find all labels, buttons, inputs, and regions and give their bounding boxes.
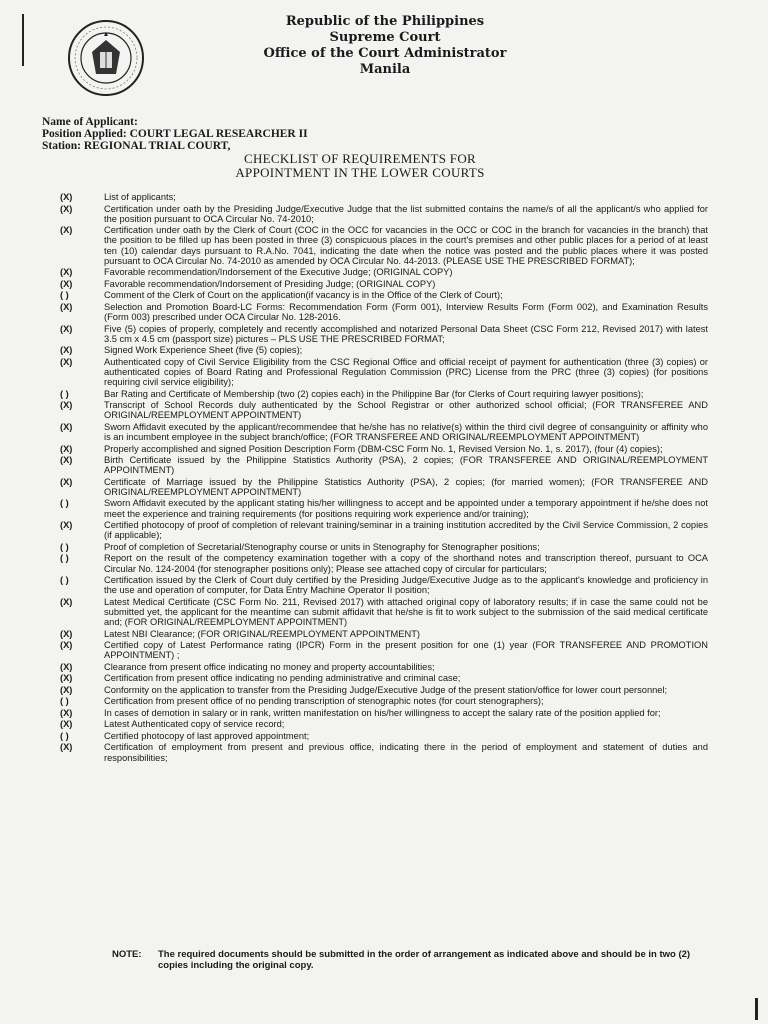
- requirement-item: [60, 662, 708, 672]
- check-mark: ( ): [60, 388, 69, 399]
- requirement-item: [60, 640, 708, 660]
- requirement-item: [60, 400, 708, 420]
- requirement-item: [60, 542, 708, 552]
- check-mark: (X): [60, 278, 73, 289]
- requirement-text: Latest NBI Clearance; (FOR ORIGINAL/REEMPLOYMENT APPOINTMENT): [104, 628, 420, 639]
- requirement-item: [60, 267, 708, 277]
- header-office: Office of the Court Administrator: [263, 46, 507, 61]
- checklist-title: [180, 152, 540, 180]
- check-mark: (X): [60, 421, 73, 432]
- requirement-item: [60, 455, 708, 475]
- check-mark: (X): [60, 640, 73, 651]
- requirement-item: [60, 553, 708, 573]
- check-mark: (X): [60, 323, 73, 334]
- note-block: [112, 949, 722, 971]
- requirement-text: Favorable recommendation/Indorsement of the Executive Judge; (ORIGINAL COPY): [104, 267, 453, 278]
- note-text: The required documents should be submitted in the order of arrangement as indicated above and should be in two (2) copies including the original copy.: [158, 949, 691, 971]
- check-mark: (X): [60, 301, 73, 312]
- requirement-text: Authenticated copy of Civil Service Eligibility from the CSC Regional Office and official receipt of payment for authentication (three (3) copies) or authenticated copies of Board Rating and Professional Regulation Commission (PRC) License from the PRC (three (3) copies) (for positions requiring civil service eligibility);: [104, 356, 708, 388]
- station-label: Station:: [42, 140, 81, 152]
- position-value: COURT LEGAL RESEARCHER II: [129, 128, 308, 140]
- requirement-text: List of applicants;: [104, 192, 176, 202]
- requirement-text: Birth Certificate issued by the Philippine Statistics Authority (PSA), 2 copies; (FOR TRANSFEREE AND ORIGINAL/REEMPLOYMENT APPOINTMENT): [104, 455, 708, 476]
- requirement-item: [60, 708, 708, 718]
- requirement-text: Selection and Promotion Board-LC Forms: Recommendation Form (Form 001), Interview Results Form (Form 002), and Examination Results (Form 003) prescribed under OCA Circular No. 128-2016.: [104, 301, 708, 323]
- requirement-item: [60, 575, 708, 595]
- requirement-text: Bar Rating and Certificate of Membership (two (2) copies each) in the Philippine Bar (for Clerks of Court requiring lawyer positions);: [104, 388, 644, 399]
- requirement-item: [60, 389, 708, 399]
- check-mark: (X): [60, 203, 73, 214]
- check-mark: ( ): [60, 290, 69, 301]
- name-of-applicant-line: [42, 116, 308, 128]
- requirement-text: Latest Authenticated copy of service record;: [104, 719, 285, 730]
- requirement-item: [60, 422, 708, 442]
- check-mark: (X): [60, 476, 73, 487]
- requirement-item: [60, 696, 708, 706]
- requirement-item: [60, 279, 708, 289]
- requirement-item: [60, 520, 708, 540]
- station-value: REGIONAL TRIAL COURT,: [83, 140, 231, 152]
- requirement-text: Certified photocopy of last approved appointment;: [104, 730, 310, 741]
- court-seal-logo: [66, 18, 146, 98]
- requirement-text: Latest Medical Certificate (CSC Form No. 211, Revised 2017) with attached original copy of laboratory results; if in case the same could not be submitted yet, the applicant for the meantime can submit affidavit that he/she is fit to work subject to the submission of the said medical certificate and; (FOR ORIGINAL/REEMPLOYMENT APPOINTMENT): [104, 596, 708, 628]
- requirement-item: [60, 629, 708, 639]
- requirement-text: Report on the result of the competency examination together with a copy of the shorthand notes and transcription thereof, pursuant to OCA Circular No. 124-2004 (for stenographer positions only); Please see attached copy of circular for particulars;: [104, 553, 708, 574]
- requirement-item: [60, 673, 708, 683]
- check-mark: (X): [60, 661, 73, 672]
- requirement-text: Five (5) copies of properly, completely and recently accomplished and notarized Personal Data Sheet (CSC Form 212, Revised 2017) with latest 3.5 cm x 4.5 cm (passport size) pictures – PLS USE THE PRESCRIBED FORMAT;: [104, 323, 708, 344]
- check-mark: (X): [60, 225, 73, 236]
- check-mark: (X): [60, 267, 73, 278]
- position-line: [42, 128, 308, 140]
- requirement-text: Certificate of Marriage issued by the Philippine Statistics Authority (PSA), 2 copies; (for married women); (FOR TRANSFEREE AND ORIGINAL/REEMPLOYMENT APPOINTMENT): [104, 476, 708, 497]
- requirement-item: [60, 302, 708, 322]
- check-mark: (X): [60, 707, 73, 718]
- requirement-text: Comment of the Clerk of Court on the application(if vacancy is in the Office of the Clerk of Court);: [104, 290, 503, 301]
- check-mark: ( ): [60, 498, 69, 509]
- requirement-item: [60, 498, 708, 518]
- requirement-item: [60, 192, 708, 202]
- check-mark: ( ): [60, 696, 69, 707]
- check-mark: (X): [60, 719, 73, 730]
- requirement-text: Certified photocopy of proof of completion of relevant training/seminar in a training institution accredited by the Civil Service Commission, 2 copies (if applicable);: [104, 520, 708, 541]
- requirements-list: [60, 192, 708, 764]
- requirement-item: [60, 345, 708, 355]
- requirement-text: Certification under oath by the Clerk of Court (COC in the OCC for vacancies in the OCC or COC in the branch for vacancies in the branch) that the position to be filled up has been posted in three (3) conspicuous places in the court's premises and other public places for a period of at least ten (10) calendar days pursuant to R.A.No. 7041, indicating the date when the notice was posted and the public places where it was posted pursuant to OCA Circular No. 74-2010 as amended by OCA Circular No. 44-2013. (PLEASE USE THE PRESCRIBED FORMAT);: [104, 225, 708, 266]
- requirement-item: [60, 685, 708, 695]
- name-label: Name of Applicant:: [42, 116, 138, 128]
- requirement-text: Proof of completion of Secretarial/Stenography course or units in Stenography for Stenographer positions;: [104, 541, 540, 552]
- requirement-text: Favorable recommendation/Indorsement of Presiding Judge; (ORIGINAL COPY): [104, 278, 436, 289]
- requirement-text: Sworn Affidavit executed by the applicant/recommendee that he/she has no relative(s) within the third civil degree of consanguinity or affinity who is an incumbent employee in the subject branch/office; (FOR TRANSFEREE AND ORIGINAL/REEMPLOYMENT APPOINTMENT): [104, 421, 708, 443]
- requirement-text: Properly accomplished and signed Position Description Form (DBM-CSC Form No. 1, Revised Version No. 1, s. 2017), (four (4) copies);: [104, 443, 663, 454]
- position-label: Position Applied:: [42, 128, 127, 140]
- requirement-text: Signed Work Experience Sheet (five (5) copies);: [104, 345, 303, 356]
- requirement-text: Certification of employment from present and previous office, indicating there in the period of employment and statement of duties and responsibilities;: [104, 742, 708, 763]
- requirement-item: [60, 225, 708, 266]
- check-mark: ( ): [60, 553, 69, 564]
- check-mark: (X): [60, 345, 73, 356]
- check-mark: (X): [60, 596, 73, 607]
- check-mark: (X): [60, 673, 73, 684]
- requirement-item: [60, 731, 708, 741]
- requirement-item: [60, 444, 708, 454]
- requirement-item: [60, 719, 708, 729]
- check-mark: (X): [60, 742, 73, 753]
- requirement-item: [60, 290, 708, 300]
- requirement-item: [60, 597, 708, 628]
- requirement-text: Certified copy of Latest Performance rating (IPCR) Form in the present position for one (1) year (FOR TRANSFEREE AND PROMOTION APPOINTMENT) ;: [104, 640, 708, 661]
- check-mark: (X): [60, 192, 73, 202]
- check-mark: ( ): [60, 730, 69, 741]
- requirement-item: [60, 357, 708, 388]
- title-line-2: APPOINTMENT IN THE LOWER COURTS: [235, 165, 485, 180]
- check-mark: ( ): [60, 541, 69, 552]
- requirement-item: [60, 324, 708, 344]
- requirement-item: [60, 204, 708, 224]
- requirement-text: Certification under oath by the Presiding Judge/Executive Judge that the list submitted contains the name/s of all the applicant/s who applied for the position pursuant to OCA Circular No. 74-2010;: [104, 203, 708, 224]
- check-mark: (X): [60, 400, 73, 411]
- check-mark: (X): [60, 684, 73, 695]
- note-label: NOTE:: [112, 949, 142, 960]
- margin-mark: [22, 14, 24, 66]
- check-mark: (X): [60, 628, 73, 639]
- check-mark: (X): [60, 455, 73, 466]
- requirement-text: Certification from present office of no pending transcription of stenographic notes (for court stenographers);: [104, 696, 544, 707]
- requirement-text: Conformity on the application to transfer from the Presiding Judge/Executive Judge of the present station/office for lower court personnel;: [104, 684, 668, 695]
- check-mark: (X): [60, 356, 73, 367]
- requirement-text: Clearance from present office indicating no money and property accountabilities;: [104, 661, 435, 672]
- document-header: [220, 14, 550, 78]
- title-line-1: CHECKLIST OF REQUIREMENTS FOR: [243, 151, 476, 166]
- requirement-text: Certification from present office indicating no pending administrative and criminal case;: [104, 673, 461, 684]
- page-edge-mark: [755, 998, 758, 1020]
- requirement-text: In cases of demotion in salary or in rank, written manifestation on his/her willingness to accept the salary rate of the position applied for;: [104, 707, 661, 718]
- requirement-text: Transcript of School Records duly authenticated by the School Registrar or other authorized school official; (FOR TRANSFEREE AND ORIGINAL/REEMPLOYMENT APPOINTMENT): [104, 400, 708, 421]
- check-mark: (X): [60, 443, 73, 454]
- requirement-text: Certification issued by the Clerk of Court duly certified by the Presiding Judge/Executive Judge as to the applicant's knowledge and proficiency in the use and operation of computer, for Data Entry Machine Operator II position;: [104, 575, 708, 596]
- requirement-item: [60, 742, 708, 762]
- header-supreme-court: Supreme Court: [329, 30, 441, 45]
- requirement-item: [60, 477, 708, 497]
- header-republic: Republic of the Philippines: [285, 14, 485, 29]
- header-city: Manila: [359, 62, 411, 77]
- requirement-text: Sworn Affidavit executed by the applicant stating his/her willingness to accept and be appointed under a temporary appointment if he/she does not meet the experience and training requirements (for positions requiring work experience and/or training);: [104, 498, 708, 519]
- applicant-info: [42, 116, 308, 152]
- check-mark: (X): [60, 520, 73, 531]
- check-mark: ( ): [60, 575, 69, 586]
